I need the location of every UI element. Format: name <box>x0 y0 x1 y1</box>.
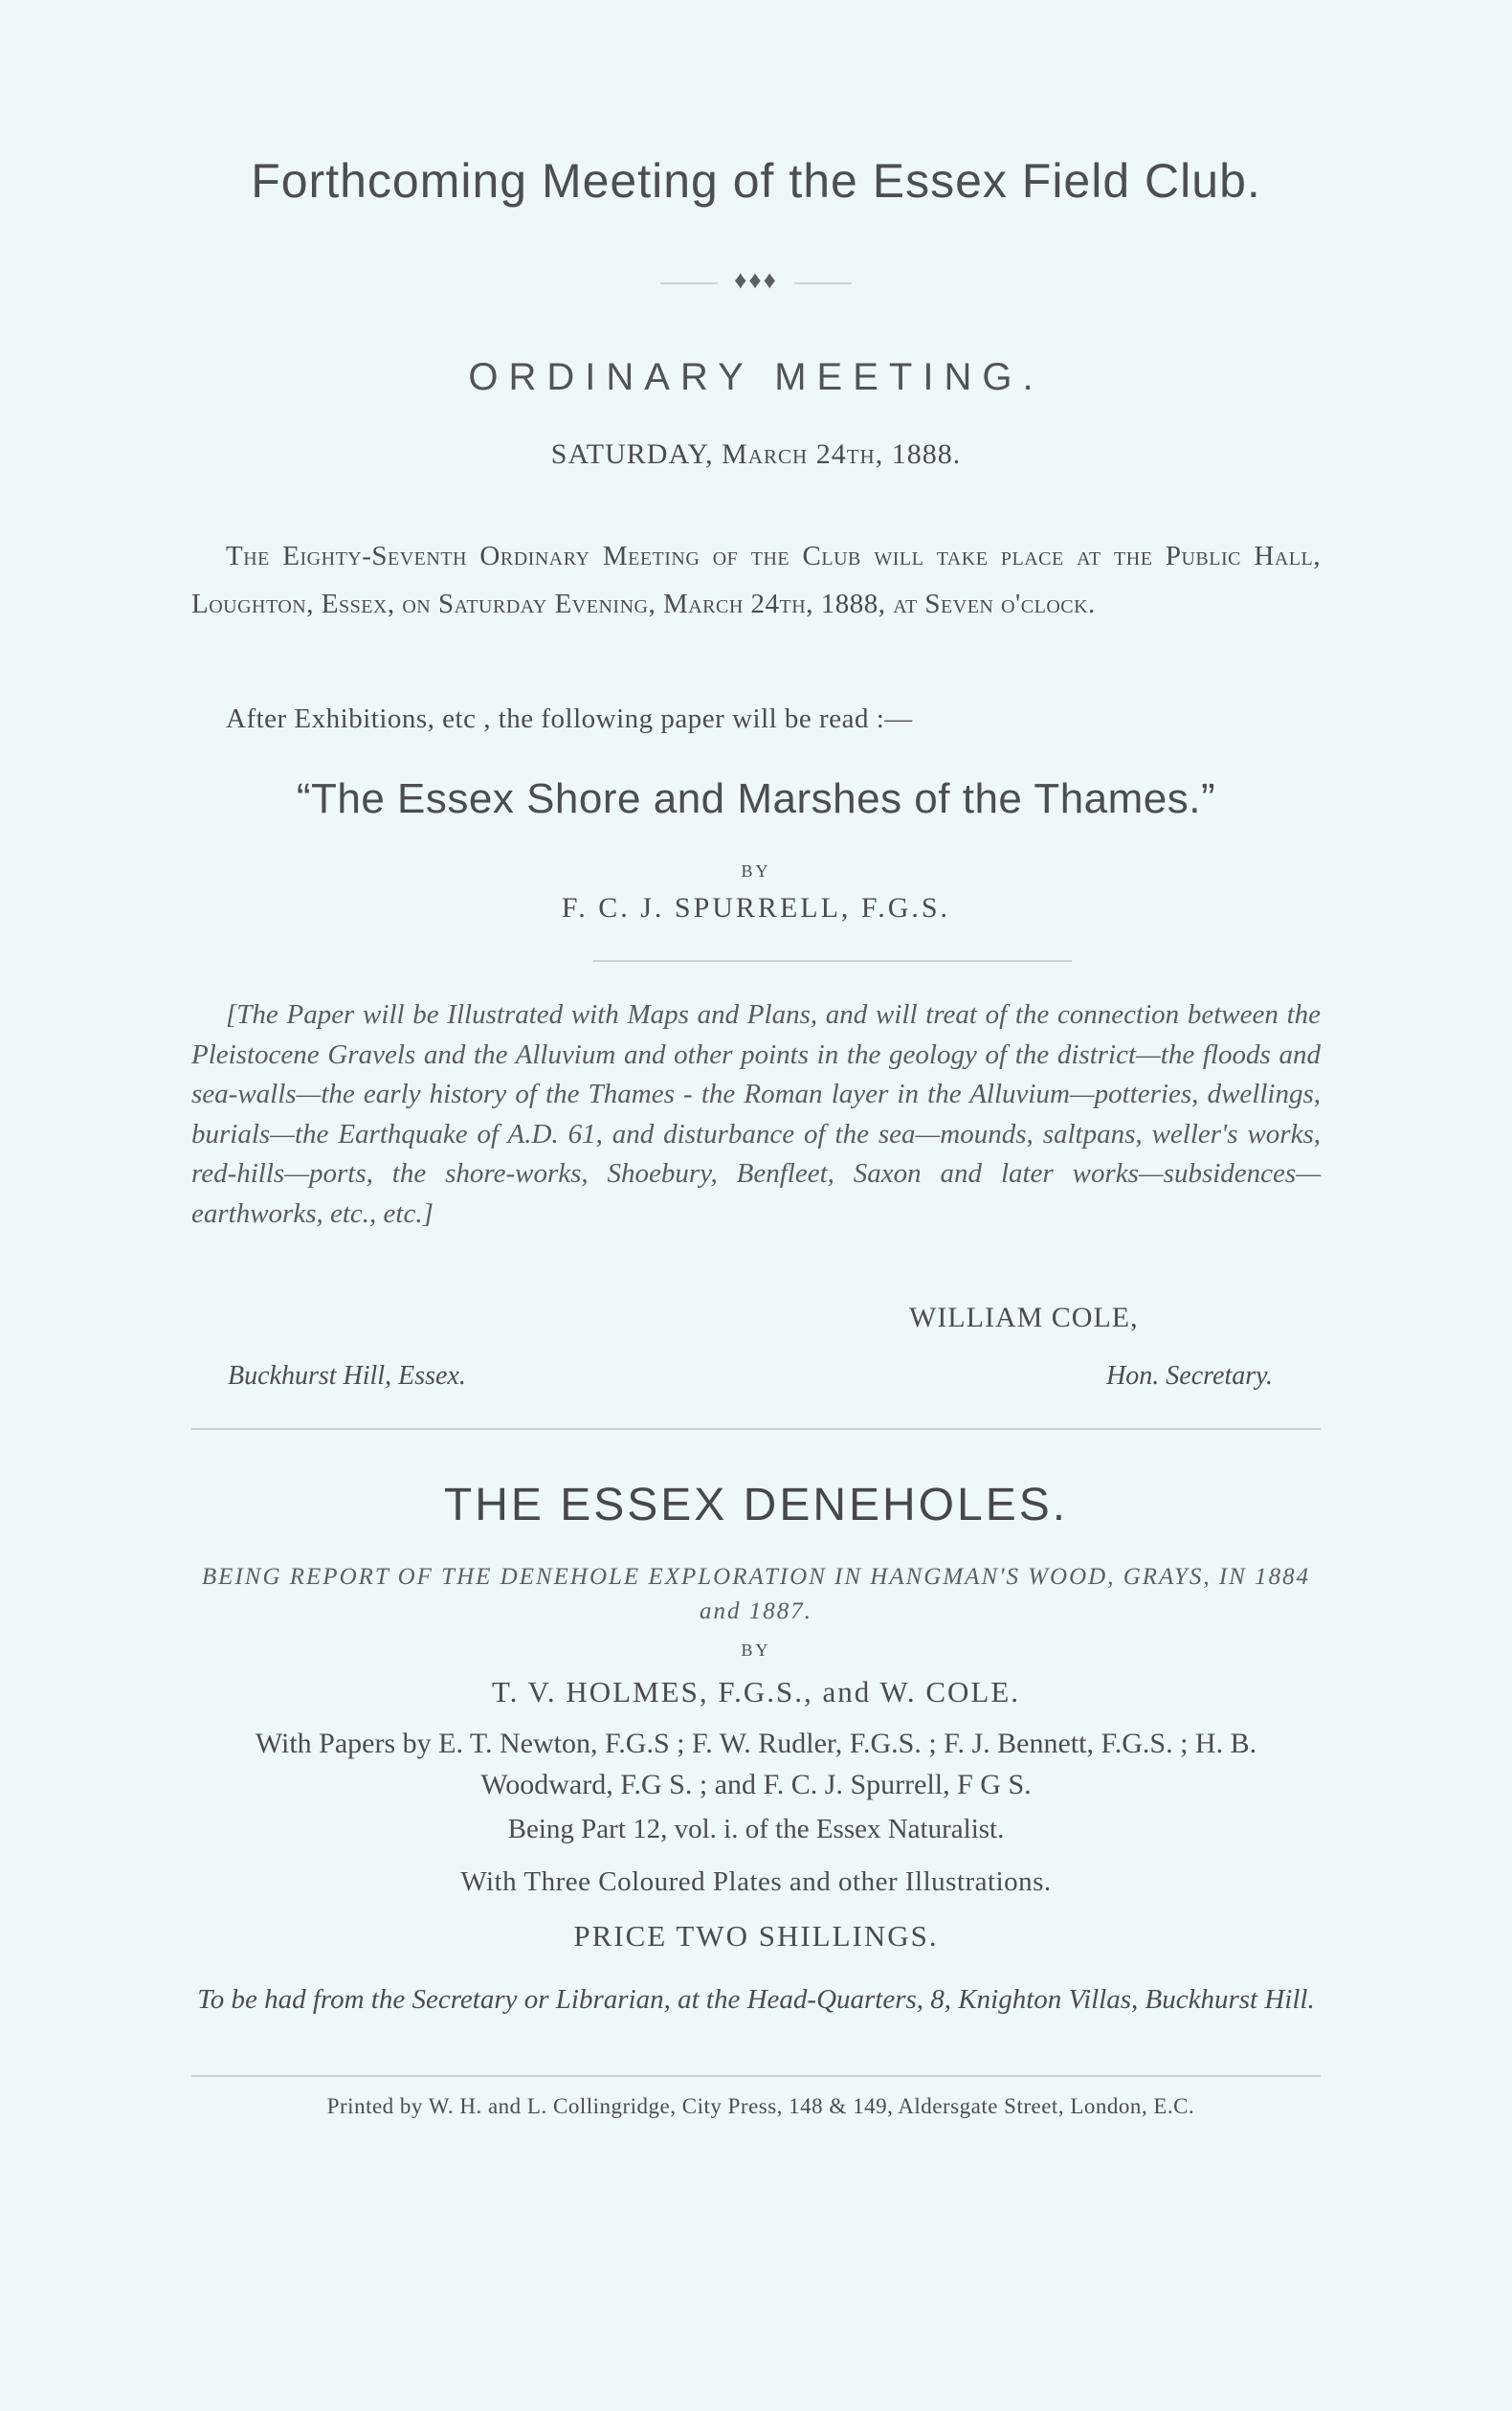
signature-place: Buckhurst Hill, Essex. <box>228 1361 466 1391</box>
publication-heading: THE ESSEX DENEHOLES. <box>443 1480 1069 1530</box>
publication-papers: With Papers by E. T. Newton, F.G.S ; F. W. Rudler, F.G.S. ; F. J. Bennett, F.G.S. ; H. B. Woodward, F.G S. ; and F. C. J. Spurrell, F G S. <box>255 1728 1257 1800</box>
paper-title: “The Essex Shore and Marshes of the Thames.” <box>296 775 1216 822</box>
publication-availability: To be had from the Secretary or Librarian, at the Head-Quarters, 8, Knighton Villas, Buckhurst Hill. <box>197 1984 1315 2015</box>
divider-short <box>593 960 1072 962</box>
ornament: ♦♦♦ <box>734 266 778 294</box>
meeting-heading: ORDINARY MEETING. <box>468 356 1044 398</box>
publication-price: PRICE TWO SHILLINGS. <box>573 1919 939 1953</box>
meeting-date: SATURDAY, March 24th, 1888. <box>550 438 962 470</box>
by-label: BY <box>741 861 771 881</box>
publication-authors: T. V. HOLMES, F.G.S., and W. COLE. <box>491 1675 1021 1708</box>
after-exhibitions-text: After Exhibitions, etc , the following paper will be read :— <box>226 703 913 734</box>
meeting-intro: The Eighty-Seventh Ordinary Meeting of the Club will take place at the Public Hall, Loughton, Essex, on Saturday Evening, March 24th, 1888, at Seven o'clock. <box>191 541 1321 619</box>
page-title: Forthcoming Meeting of the Essex Field Club. <box>251 154 1261 208</box>
section-divider <box>191 1428 1321 1430</box>
publication-part: Being Part 12, vol. i. of the Essex Naturalist. <box>507 1814 1005 1844</box>
printer-credit: Printed by W. H. and L. Collingridge, City Press, 148 & 149, Aldersgate Street, London, E.C. <box>326 2094 1195 2118</box>
by-label-2: BY <box>741 1641 771 1660</box>
publication-plates: With Three Coloured Plates and other Illustrations. <box>460 1866 1052 1897</box>
paper-description: [The Paper will be Illustrated with Maps and Plans, and will treat of the connection between the Pleistocene Gravels and the Alluvium and other points in the geology of the district—the floods and sea-walls—the early history of the Thames - the Roman layer in the Alluvium—potteries, dwellings, burials—the Earthquake of A.D. 61, and disturbance of the sea—mounds, saltpans, weller's works, red-hills—ports, the shore-works, Shoebury, Benfleet, Saxon and later works—subsidences—earthworks, etc., etc.] <box>191 999 1321 1229</box>
signature-name: WILLIAM COLE, <box>909 1302 1139 1333</box>
publication-subtitle: BEING REPORT OF THE DENEHOLE EXPLORATION IN HANGMAN'S WOOD, GRAYS, IN 1884 and 1887. <box>201 1564 1311 1624</box>
footer-divider <box>191 2075 1321 2077</box>
paper-author: F. C. J. SPURRELL, F.G.S. <box>561 892 951 924</box>
signature-role: Hon. Secretary. <box>1106 1361 1273 1391</box>
